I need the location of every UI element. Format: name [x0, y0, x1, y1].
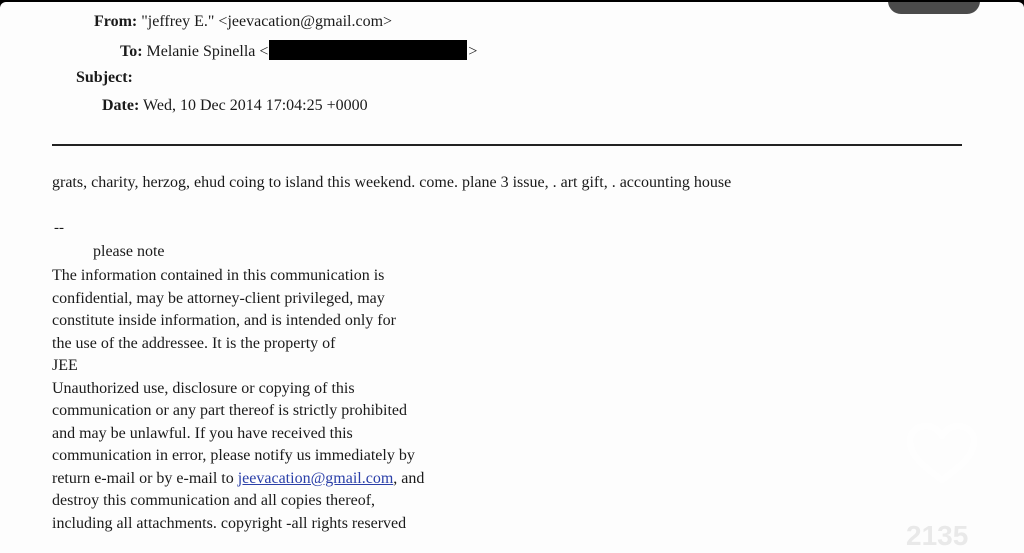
disclaimer-line: destroy this communication and all copies thereof, [52, 492, 376, 509]
like-count: 2135 [906, 520, 969, 551]
disclaimer-line: The information contained in this communication is [52, 267, 385, 284]
disclaimer-line: communication or any part thereof is strictly prohibited [52, 402, 408, 419]
from-label: From: [94, 13, 138, 30]
disclaimer-line: constitute inside information, and is intended only for [52, 312, 396, 329]
disclaimer-line: confidential, may be attorney-client privileged, may [52, 289, 385, 307]
header-divider [52, 144, 962, 146]
disclaimer-line: including all attachments. copyright -all rights reserved [52, 514, 407, 532]
signature-separator: -- [54, 220, 64, 236]
to-line [120, 40, 477, 62]
subject-label: Subject: [76, 69, 133, 86]
to-value-end: > [468, 43, 478, 60]
email-link[interactable]: jeevacation@gmail.com [237, 469, 394, 487]
disclaimer-line: the use of the addressee. It is the property of [52, 334, 336, 352]
date-value: Wed, 10 Dec 2014 17:04:25 +0000 [143, 97, 368, 114]
email-suffix: , and [393, 469, 425, 487]
date-label: Date: [102, 97, 140, 114]
to-label: To: [120, 43, 143, 60]
email-prefix: return e-mail or by e-mail to [52, 469, 238, 487]
please-note: please note [93, 243, 165, 260]
message-body: grats, charity, herzog, ehud coing to island this weekend. come. plane 3 issue, . art gift, . accounting house [52, 174, 732, 191]
to-value: Melanie Spinella < [146, 43, 269, 60]
subject-line [76, 68, 133, 88]
status-pill [888, 2, 980, 14]
disclaimer-line: and may be unlawful. If you have received this [52, 424, 353, 442]
disclaimer-line: Unauthorized use, disclosure or copying of this [52, 379, 355, 397]
disclaimer-email-line [52, 468, 424, 491]
disclaimer-line: JEE [52, 357, 78, 374]
heart-outline-icon[interactable] [906, 422, 978, 486]
from-line [94, 12, 392, 32]
redaction-bar [269, 40, 467, 60]
disclaimer-block [52, 265, 424, 535]
email-document [0, 2, 1024, 553]
from-value: "jeffrey E." <jeevacation@gmail.com> [141, 13, 393, 30]
date-line [102, 96, 368, 116]
disclaimer-line: communication in error, please notify us immediately by [52, 447, 415, 464]
